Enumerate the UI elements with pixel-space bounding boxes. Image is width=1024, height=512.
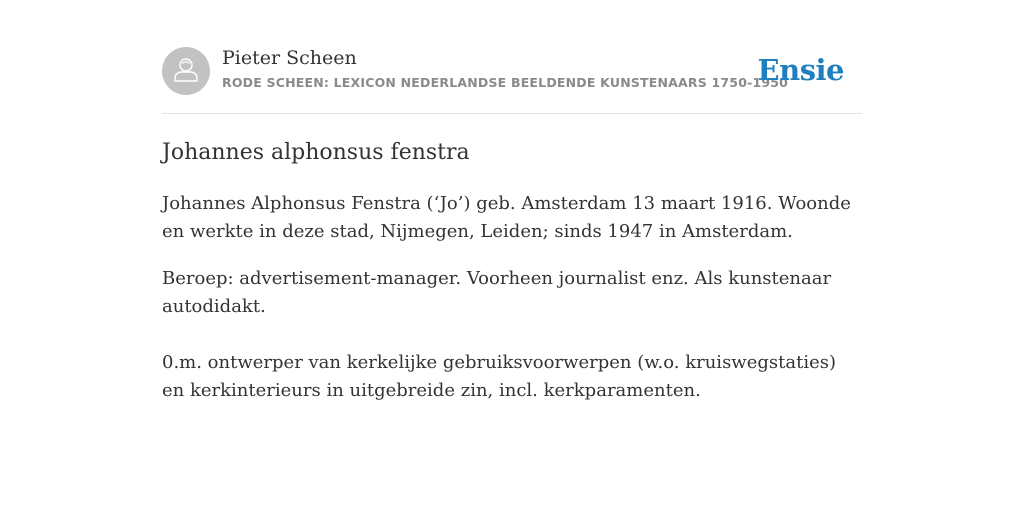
avatar[interactable] <box>162 47 210 95</box>
user-avatar-icon <box>171 54 201 89</box>
divider <box>162 113 862 114</box>
author-name[interactable]: Pieter Scheen <box>222 47 357 69</box>
article-paragraph: 0.m. ontwerper van kerkelijke gebruiksvoorwerpen (w.o. kruiswegstaties) en kerkinterieurs in uitgebreide zin, incl. kerkparamenten. <box>162 352 836 401</box>
ensie-logo[interactable]: Ensie <box>757 53 844 87</box>
author-header <box>162 46 862 96</box>
article-title: Johannes alphonsus fenstra <box>162 140 470 165</box>
article-paragraph: Beroep: advertisement-manager. Voorheen journalist enz. Als kunstenaar autodidakt. <box>162 268 832 317</box>
article-body <box>162 190 862 424</box>
source-title[interactable]: RODE SCHEEN: LEXICON NEDERLANDSE BEELDENDE KUNSTENAARS 1750-1950 <box>222 75 789 90</box>
article-paragraph: Johannes Alphonsus Fenstra (‘Jo’) geb. Amsterdam 13 maart 1916. Woonde en werkte in deze stad, Nijmegen, Leiden; sinds 1947 in Amsterdam. <box>162 193 851 242</box>
